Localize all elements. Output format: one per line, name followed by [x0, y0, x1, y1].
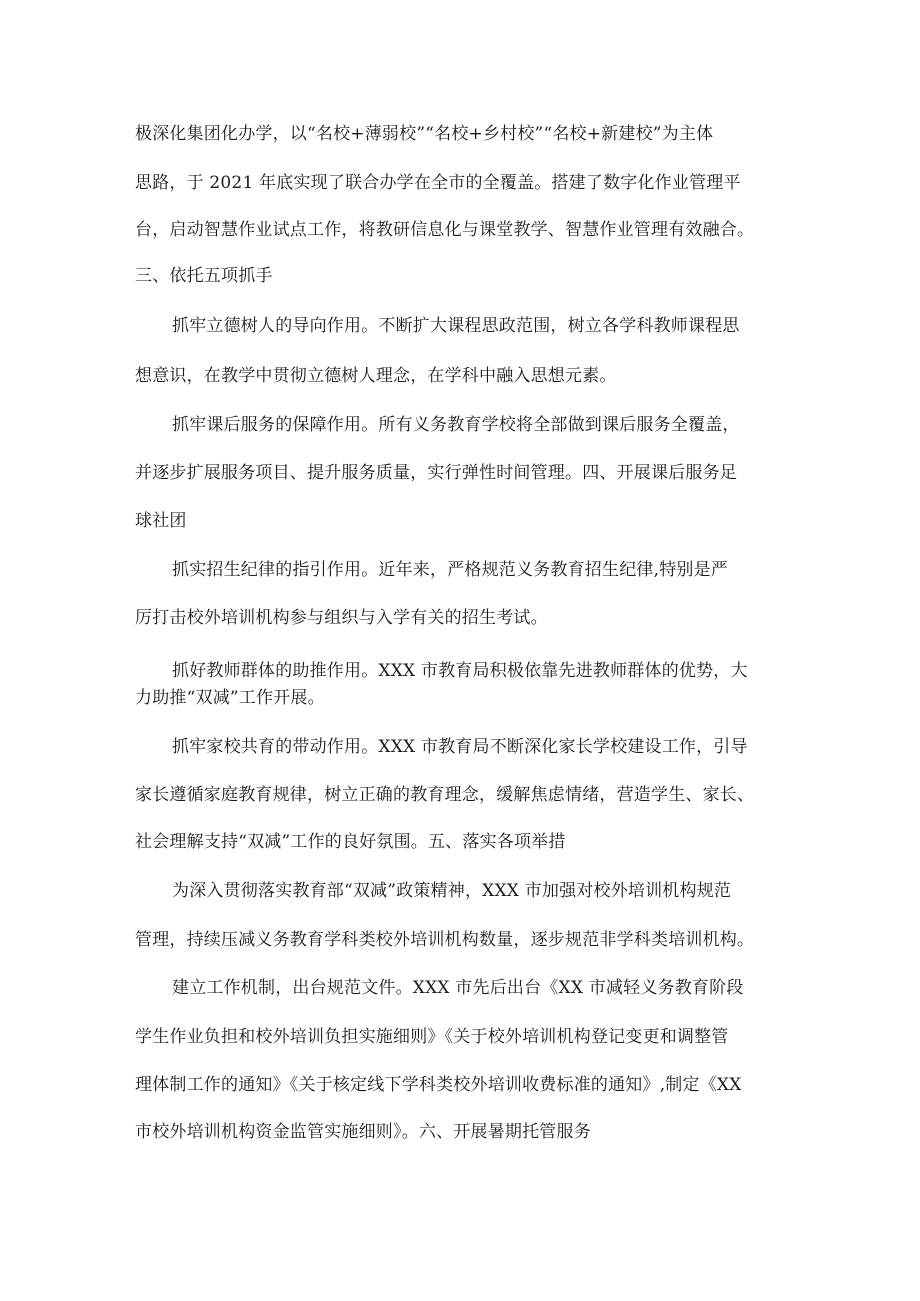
text-line: 理体制工作的通知》《关于核定线下学科类校外培训收费标准的通知》,制定《XX: [135, 1075, 742, 1095]
text-line: 社会理解支持“双减”工作的良好氛围。五、落实各项举措: [135, 832, 566, 852]
paragraph-start: 为深入贯彻落实教育部“双减”政策精神，XXX 市加强对校外培训机构规范: [172, 881, 732, 901]
text-line: 学生作业负担和校外培训负担实施细则》《关于校外培训机构登记变更和调整管: [135, 1027, 729, 1047]
paragraph-start: 抓实招生纪律的指引作用。近年来，严格规范义务教育招生纪律,特别是严: [172, 560, 729, 580]
text-line: 家长遵循家庭教育规律，树立正确的教育理念，缓解焦虑情绪，营造学生、家长、: [135, 785, 755, 805]
text-line: 并逐步扩展服务项目、提升服务质量，实行弹性时间管理。四、开展课后服务足: [135, 463, 737, 483]
text-line: 台，启动智慧作业试点工作，将教研信息化与课堂教学、智慧作业管理有效融合。: [135, 220, 755, 240]
paragraph-start: 抓牢课后服务的保障作用。所有义务教育学校将全部做到课后服务全覆盖，: [172, 415, 740, 435]
text-line: 想意识，在教学中贯彻立德树人理念，在学科中融入思想元素。: [135, 366, 617, 386]
paragraph-start: 抓牢立德树人的导向作用。不断扩大课程思政范围，树立各学科教师课程思: [172, 316, 740, 336]
text-line: 球社团: [135, 511, 187, 531]
text-line: 极深化集团化办学，以“名校+薄弱校”“名校+乡村校”“名校+新建校”为主体: [135, 124, 714, 144]
text-line: 厉打击校外培训机构参与组织与入学有关的招生考试。: [135, 608, 548, 628]
paragraph-start: 建立工作机制，出台规范文件。XXX 市先后出台《XX 市减轻义务教育阶段: [172, 978, 744, 998]
paragraph-start: 抓牢家校共育的带动作用。XXX 市教育局不断深化家长学校建设工作，引导: [172, 737, 748, 757]
text-line: 管理，持续压减义务教育学科类校外培训机构数量，逐步规范非学科类培训机构。: [135, 930, 755, 950]
paragraph-start: 抓好教师群体的助推作用。XXX 市教育局积极依靠先进教师群体的优势，大: [172, 661, 748, 681]
text-line: 力助推“双减”工作开展。: [135, 688, 325, 708]
text-line: 市校外培训机构资金监管实施细则》。六、开展暑期托管服务: [135, 1122, 591, 1142]
section-heading: 三、依托五项抓手: [135, 266, 273, 286]
text-line: 思路，于 2021 年底实现了联合办学在全市的全覆盖。搭建了数字化作业管理平: [135, 173, 741, 193]
